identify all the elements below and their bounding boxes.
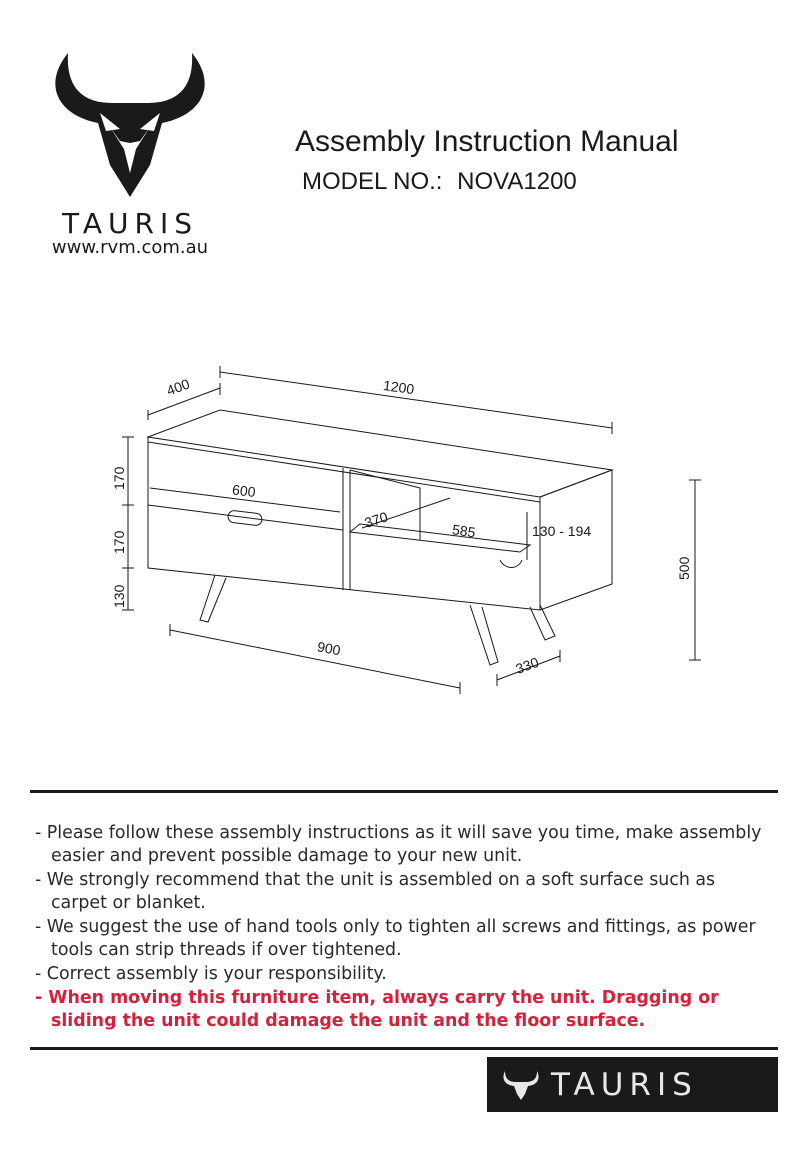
instructions-list: [35, 822, 775, 1034]
dim-leg: 130: [111, 584, 127, 608]
dim-shelf-adjust: 130 - 194: [532, 523, 592, 539]
bull-head-icon: [40, 45, 220, 205]
product-dimension-drawing: [100, 360, 730, 700]
adjustable-shelf: [350, 524, 530, 552]
cabinet-front: [148, 437, 540, 610]
footer-brand-band: [487, 1057, 778, 1112]
model-number: [302, 168, 577, 196]
dim-shelf-depth: 370: [362, 508, 390, 531]
instruction-item: - We strongly recommend that the unit is assembled on a soft surface such as carpet or blanket.: [35, 870, 716, 913]
drawer-handle: [227, 510, 262, 526]
leg-front-left: [200, 575, 226, 622]
instruction-item: - Please follow these assembly instructions as it will save you time, make assembly easier and prevent possible damage to your new unit.: [35, 823, 762, 866]
brand-url: www.rvm.com.au: [51, 237, 209, 258]
model-value: NOVA1200: [457, 168, 577, 195]
dim-drawer-width: 600: [231, 481, 257, 501]
section-divider-bottom: [30, 1047, 778, 1050]
model-label: MODEL NO.:: [302, 168, 443, 195]
dim-total-height: 500: [676, 556, 692, 580]
instruction-item: - Correct assembly is your responsibility.: [35, 964, 387, 984]
footer-wordmark: TAURIS: [551, 1067, 698, 1103]
dim-drawer-top: 170: [111, 466, 127, 490]
leg-front-right: [470, 605, 498, 665]
instruction-item: - We suggest the use of hand tools only to tighten all screws and fittings, as power tools can strip threads if over tightened.: [35, 917, 756, 960]
warning-text: - When moving this furniture item, always carry the unit. Dragging or sliding the unit could damage the unit and the floor surface.: [35, 988, 719, 1031]
dim-depth: 400: [164, 375, 192, 399]
dim-shelf-width: 585: [451, 521, 477, 541]
dim-width: 1200: [382, 377, 416, 398]
section-divider-top: [30, 790, 778, 793]
brand-wordmark: TAURIS: [61, 207, 199, 240]
dim-leg-span-depth: 330: [513, 653, 541, 677]
leg-back-right: [530, 605, 555, 640]
cabinet-top: [148, 410, 612, 497]
bull-head-icon: [501, 1069, 541, 1101]
page-title: Assembly Instruction Manual: [295, 125, 679, 158]
dim-leg-span-width: 900: [315, 638, 342, 659]
brand-logo: [40, 45, 220, 270]
dim-drawer-bottom: 170: [111, 530, 127, 554]
cabinet-side: [540, 470, 612, 610]
